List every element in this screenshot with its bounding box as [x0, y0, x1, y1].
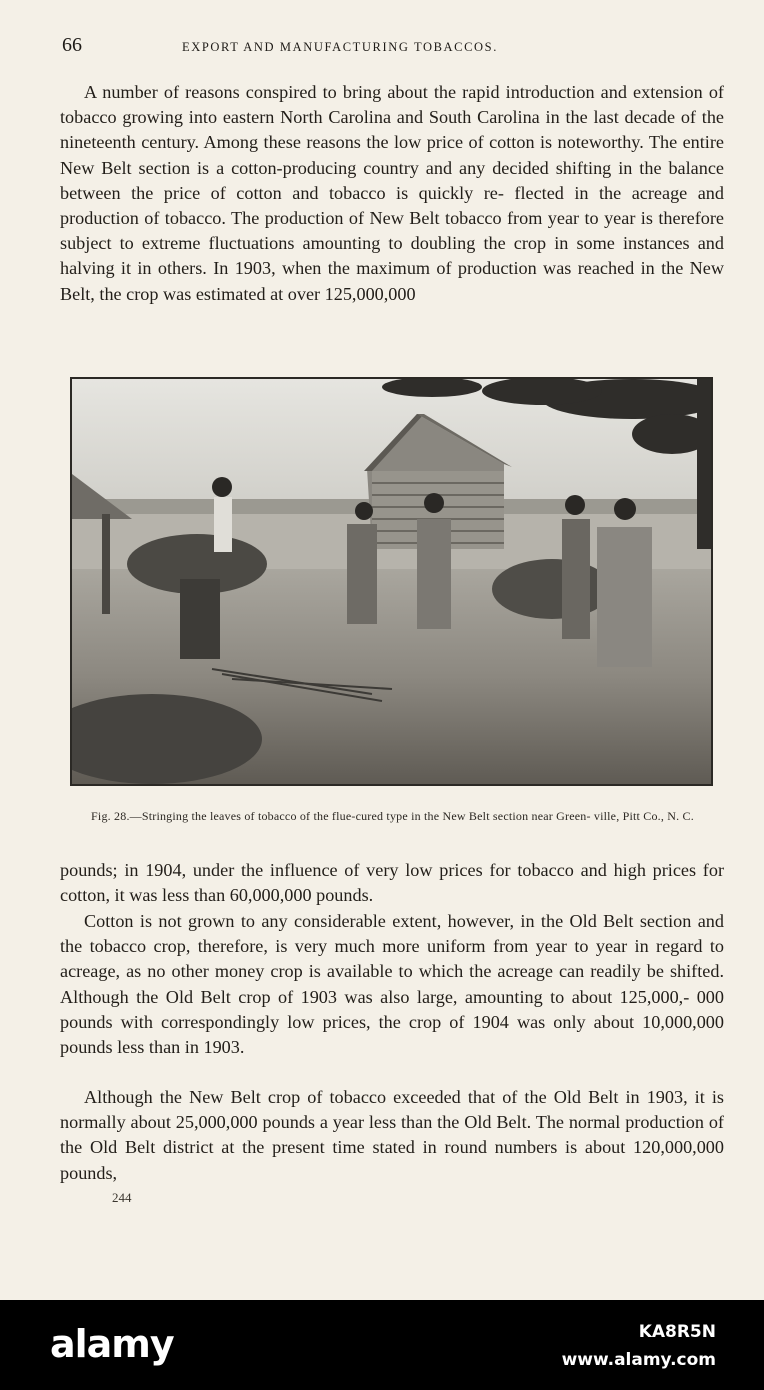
alamy-logo: alamy [50, 1322, 174, 1366]
paragraph-intro: A number of reasons conspired to bring about the rapid introduction and extension of tobacco growing into eastern North Carolina and South Carolina in the last decade of the nineteenth century. Among these reasons the low price of cotton is noteworthy. The entire New Belt section is a cotton-producing country and any decided shifting in the balance between the price of cotton and tobacco is quickly re- flected in the acreage and production of tobacco. The production of New Belt tobacco from year to year is therefore subject to extreme fluctuations amounting to doubling the crop in some instances and halving it in others. In 1903, when the maximum of production was reached in the New Belt, the crop was estimated at over 125,000,000 [60, 82, 724, 304]
paragraph-new-belt: Although the New Belt crop of tobacco exceeded that of the Old Belt in 1903, it is normally about 25,000,000 pounds a year less than the Old Belt. The normal production of the Old Belt district at the present time stated in round numbers is about 120,000,000 pounds, [60, 1087, 724, 1183]
figure-caption: Fig. 28.—Stringing the leaves of tobacco of the flue-cured type in the New Belt section near Green- ville, Pitt Co., N. C. [91, 809, 694, 823]
tobacco-stringing-photo [70, 377, 713, 786]
running-title: EXPORT AND MANUFACTURING TOBACCOS. [182, 40, 498, 54]
page-number: 66 [62, 34, 82, 56]
stock-footer-bar [0, 1300, 764, 1390]
paragraph-continuation: pounds; in 1904, under the influence of very low prices for tobacco and high prices for cotton, it was less than 60,000,000 pounds. [60, 860, 724, 906]
image-id: KA8R5N [638, 1322, 716, 1342]
paragraph-cotton: Cotton is not grown to any considerable extent, however, in the Old Belt section and the tobacco crop, therefore, is very much more uniform from year to year in regard to acreage, as no other money crop is available to which the acreage can readily be shifted. Although the Old Belt crop of 1903 was also large, amounting to about 125,000,- 000 pounds with correspondingly low prices, the crop of 1904 was only about 10,000,000 pounds less than in 1903. [60, 911, 724, 1058]
site-url: www.alamy.com [561, 1350, 716, 1370]
page-header [62, 34, 724, 64]
signature-mark: 244 [112, 1190, 132, 1205]
